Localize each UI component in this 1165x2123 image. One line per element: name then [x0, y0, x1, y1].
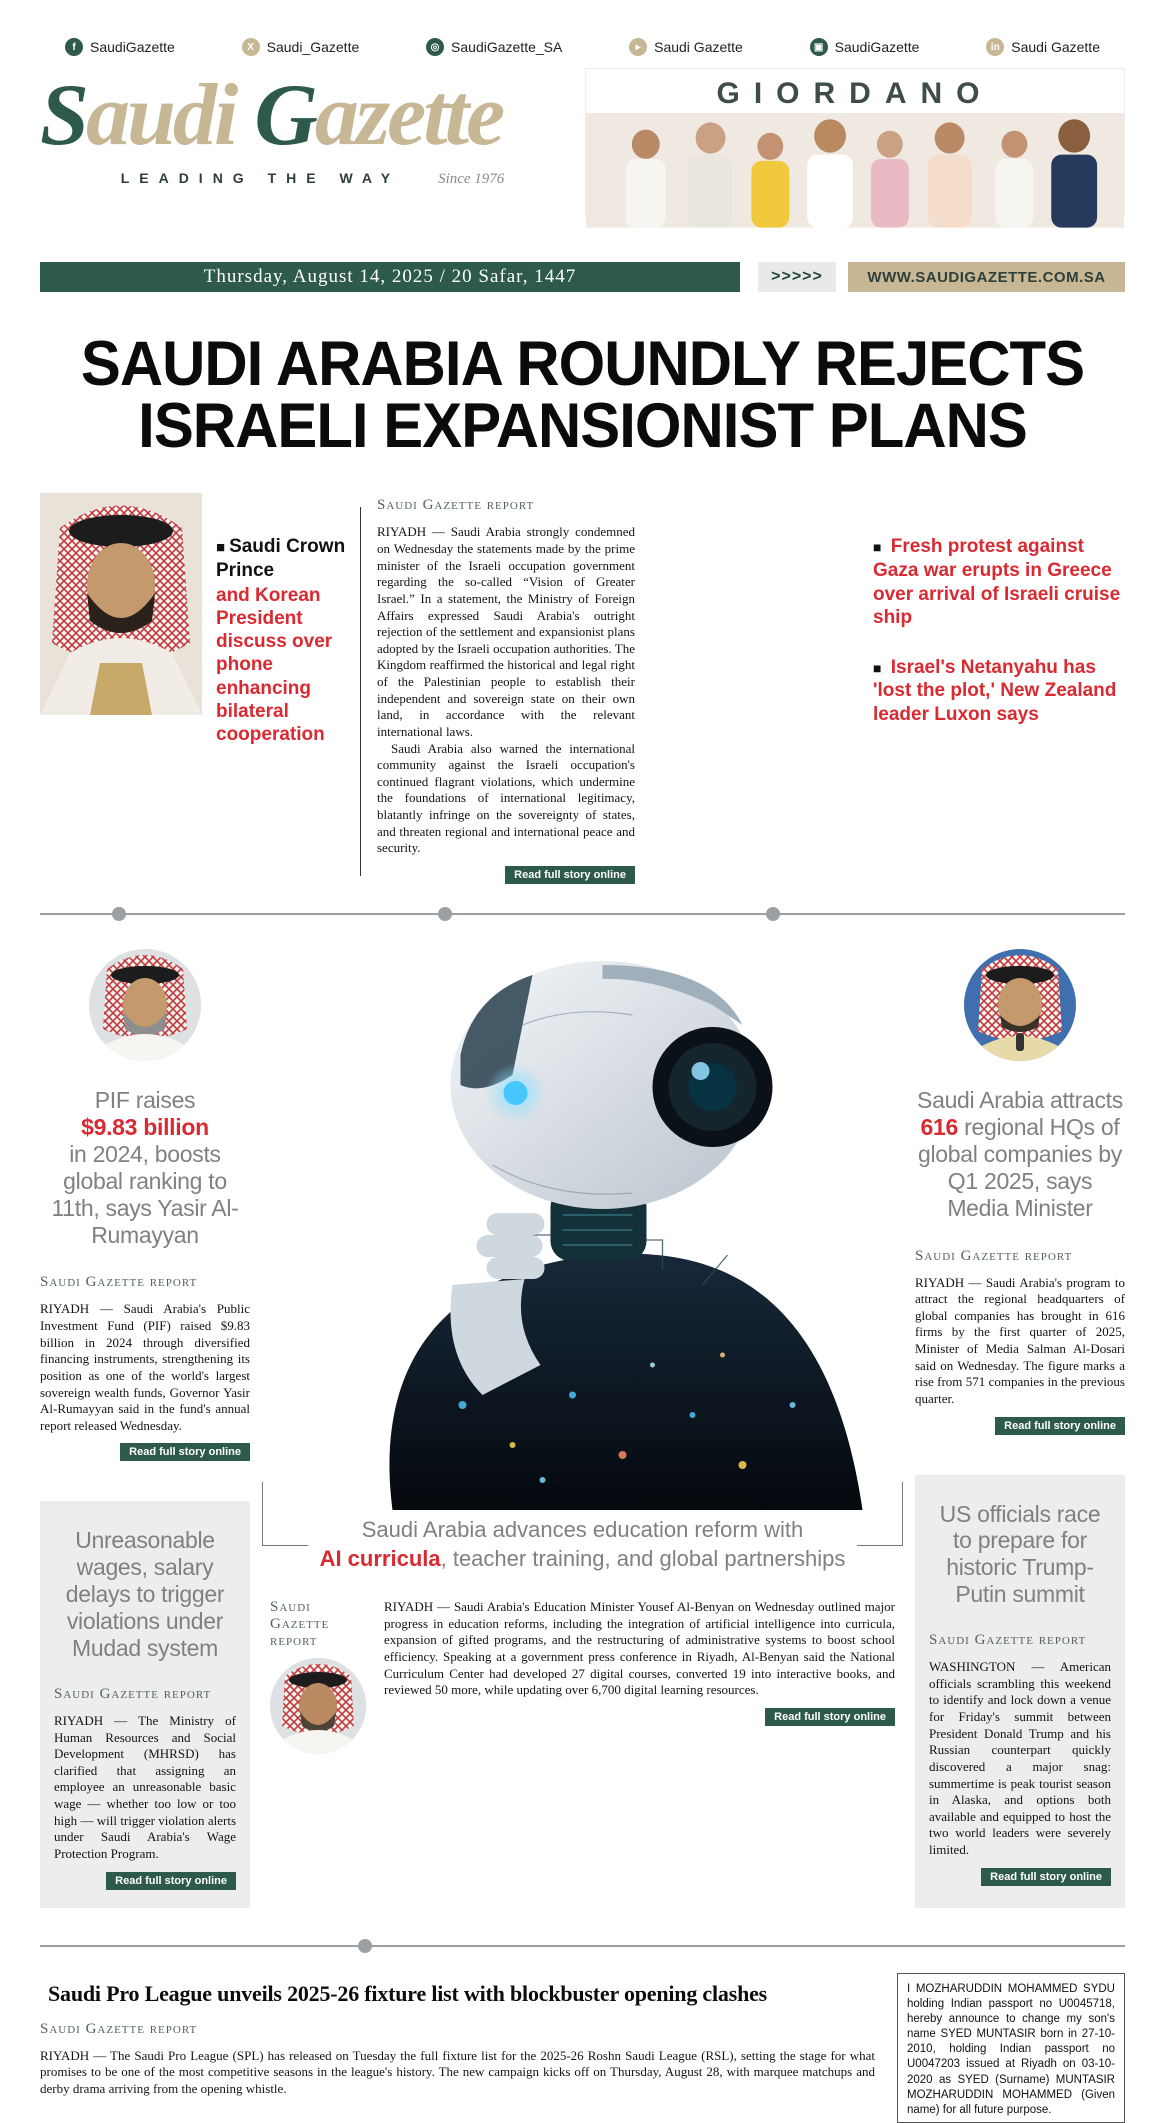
social-handle: Saudi Gazette — [654, 39, 743, 55]
section-divider — [40, 906, 1125, 921]
social-handle: SaudiGazette — [90, 39, 175, 55]
lead-story-row — [40, 493, 1125, 884]
kicker: Saudi Gazette report — [40, 2020, 198, 2037]
x-icon: X — [242, 38, 260, 56]
date-text: Thursday, August 14, 2025 / 20 Safar, 1447 — [40, 262, 740, 292]
square-bullet-icon: ■ — [873, 539, 882, 556]
social-handle: Saudi Gazette — [1011, 39, 1100, 55]
mudad-story-box — [40, 1501, 250, 1907]
sports-body: RIYADH — The Saudi Pro League (SPL) has released on Tuesday the full fixture list for the 2025-26 Roshn Saudi League (RSL), setting the stage for what promises to be one of the most competitive seasons in the league's history. The new campaign kicks off on Thursday, August 28, with marquee matchups and derby drama arriving from the opening whistle. — [40, 2047, 875, 2096]
app-icon: ▣ — [810, 38, 828, 56]
bottom-section — [40, 1969, 1125, 2123]
lead-right-headlines — [873, 493, 1125, 884]
read-full-story-button[interactable]: Read full story online — [505, 866, 635, 884]
right-headline-2 — [873, 656, 1125, 727]
social-linkedin[interactable] — [986, 38, 1100, 56]
social-handle: SaudiGazette_SA — [451, 39, 563, 55]
summit-body: WASHINGTON — American officials scrambling this weekend to identify and lock down a venue for Friday's summit between President Donald Trump and his Russian counterpart quickly discovered a major snag: summertime is peak tourist season in Alaska, and options both available and equipped to host the two world leaders were severely limited. — [929, 1659, 1111, 1857]
lead-side-headline — [202, 493, 360, 884]
divider-dot — [438, 907, 452, 921]
masthead — [40, 68, 1125, 216]
pif-headline-pre: PIF raises — [94, 1086, 196, 1113]
square-bullet-icon: ■ — [873, 659, 882, 676]
facebook-icon: f — [65, 38, 83, 56]
logo-letters: audi — [85, 67, 236, 164]
logo-letters: azette — [314, 67, 503, 164]
giordano-ad[interactable] — [585, 68, 1125, 216]
caption-red-text: AI curricula — [319, 1545, 441, 1571]
read-full-story-button[interactable]: Read full story online — [995, 1417, 1125, 1435]
kicker: Saudi Gazette report — [929, 1632, 1087, 1649]
pif-headline — [40, 1087, 250, 1248]
pif-body: RIYADH — Saudi Arabia's Public Investment Fund (PIF) raised $9.83 billion in 2024 through diversified financing instruments, strengthening its position as one of the world's largest sovereign wealth funds, Governor Yasir Al-Rumayyan said in the fund's annual report released Wednesday. — [40, 1301, 250, 1433]
caption-line-2 — [298, 1545, 867, 1574]
youtube-icon: ▸ — [629, 38, 647, 56]
social-app[interactable] — [810, 38, 920, 56]
social-youtube[interactable] — [629, 38, 743, 56]
yasir-al-rumayyan-photo — [89, 949, 201, 1061]
family-photo-illustration — [586, 113, 1124, 228]
kicker: Saudi Gazette report — [377, 497, 535, 514]
giordano-ad-photo — [586, 113, 1124, 228]
hq-headline-red: 616 — [920, 1113, 959, 1140]
logo-block — [40, 68, 585, 216]
right-headline-1 — [873, 535, 1125, 629]
classified-text: I MOZHARUDDIN MOHAMMED SYDU holding Indian passport no U0045718, hereby announce to change my son's name SYED MUNTASIR born in 27-10-2010, holding Indian passport no U0047203 issued at Riyadh on 03-10-2020 as SYED (Surname) MUNTASIR MOZHARUDDIN MOHAMMED (Given name) for all future purpose. — [907, 1982, 1115, 2116]
middle-section — [40, 935, 1125, 1908]
portrait-illustration — [270, 1658, 366, 1754]
sports-headline: Saudi Pro League unveils 2025-26 fixture list with blockbuster opening clashes — [48, 1980, 768, 2006]
education-minister-photo — [270, 1658, 366, 1754]
linkedin-icon: in — [986, 38, 1004, 56]
giordano-brand-text: GIORDANO — [716, 77, 994, 110]
pif-headline-post: in 2024, boosts global ranking to 11th, says Yasir Al-Rumayyan — [51, 1140, 239, 1248]
headline-line-1: SAUDI ARABIA ROUNDLY REJECTS — [80, 329, 1085, 399]
caption-line-1: Saudi Arabia advances education reform with — [361, 1516, 804, 1542]
pif-headline-red: $9.83 billion — [81, 1113, 209, 1140]
pif-story — [40, 1274, 250, 1461]
website-link[interactable]: WWW.SAUDIGAZETTE.COM.SA — [848, 262, 1125, 292]
sports-story — [40, 1969, 875, 2123]
hq-headline-post: regional HQs of global companies by Q1 2025, says Media Minister — [918, 1113, 1122, 1221]
social-handle: Saudi_Gazette — [266, 39, 360, 55]
side-headline-black: Saudi Crown Prince — [216, 536, 346, 581]
education-caption — [268, 1516, 897, 1573]
right-column — [915, 935, 1125, 1908]
instagram-icon: ◎ — [426, 38, 444, 56]
social-handle: SaudiGazette — [834, 39, 920, 55]
hq-headline-pre: Saudi Arabia attracts — [917, 1086, 1123, 1113]
caption-pointer-line-right — [857, 1482, 903, 1546]
divider-dot — [112, 907, 126, 921]
since-1976-label: Since 1976 — [438, 171, 505, 187]
logo-letter: G — [254, 67, 315, 164]
lead-paragraph-2: Saudi Arabia also warned the international community against the Israeli occupation's continued flagrant violations, which undermine the foundations of international legitimacy, blatantly infringe on the sovereignty of states, and threaten regional and international peace and security. — [377, 740, 635, 856]
crown-prince-illustration — [40, 493, 202, 715]
summit-headline: US officials race to prepare for historic Trump-Putin summit — [939, 1500, 1101, 1608]
caption-rest-text: , teacher training, and global partnerships — [440, 1545, 846, 1571]
lead-article — [367, 493, 635, 884]
divider-dot — [766, 907, 780, 921]
caption-pointer-line-left — [262, 1482, 308, 1546]
saudi-gazette-logo — [40, 67, 585, 164]
square-bullet-icon: ■ — [216, 539, 226, 557]
tagline: LEADING THE WAY — [120, 170, 401, 186]
social-x[interactable] — [242, 38, 360, 56]
right-headline-2-text: Israel's Netanyahu has 'lost the plot,' New Zealand leader Luxon says — [873, 656, 1117, 725]
crown-prince-photo — [40, 493, 202, 715]
summit-story-box — [915, 1475, 1125, 1908]
left-column — [40, 935, 250, 1908]
hq-headline — [915, 1087, 1125, 1222]
divider-dot — [358, 1939, 372, 1953]
hq-story — [915, 1248, 1125, 1435]
education-story — [268, 1599, 897, 1754]
read-full-story-button[interactable]: Read full story online — [106, 1872, 236, 1890]
robot-image — [268, 935, 897, 1510]
read-full-story-button[interactable]: Read full story online — [765, 1708, 895, 1726]
ai-robot-illustration — [268, 935, 897, 1510]
social-facebook[interactable] — [65, 38, 175, 56]
hq-body: RIYADH — Saudi Arabia's program to attract the regional headquarters of global companies has brought in 616 firms by the first quarter of 2025, Minister of Media Salman Al-Dosari said on Wednesday. The figure marks a rise from 571 companies in the previous quarter. — [915, 1274, 1125, 1406]
mudad-headline: Unreasonable wages, salary delays to trigger violations under Mudad system — [65, 1527, 225, 1662]
kicker: Saudi Gazette report — [915, 1247, 1073, 1264]
portrait-illustration — [964, 949, 1076, 1061]
social-instagram[interactable] — [426, 38, 562, 56]
media-minister-photo — [964, 949, 1076, 1061]
portrait-illustration — [89, 949, 201, 1061]
lead-paragraph-1: RIYADH — Saudi Arabia strongly condemned on Wednesday the statements made by the prime minister of the Israeli occupation government regarding the so-called “Vision of Greater Israel.” In a statement, the Ministry of Foreign Affairs expressed Saudi Arabia's outright rejection of the settlement and expansionist plans adopted by the Israeli occupation authorities. The Kingdom reaffirmed the historical and legal right of the Palestinian people to establish their independent and sovereign state on their own land, in accordance with the relevant international laws. — [377, 524, 635, 739]
logo-letter: S — [40, 67, 86, 164]
date-bar — [40, 262, 1125, 292]
social-bar — [40, 0, 1125, 62]
center-column — [268, 935, 897, 1908]
section-divider — [40, 1938, 1125, 1953]
mudad-body: RIYADH — The Ministry of Human Resources and Social Development (MHRSD) has clarified that assigning an employee an unreasonable basic wage — whether too low or too high — will trigger violation alerts under Saudi Arabia's Wage Protection Program. — [54, 1712, 236, 1861]
read-full-story-button[interactable]: Read full story online — [120, 1443, 250, 1461]
read-full-story-button[interactable]: Read full story online — [981, 1868, 1111, 1886]
kicker: Saudi Gazette report — [54, 1685, 212, 1702]
main-headline — [67, 329, 1098, 461]
chevrons-icon: >>>>> — [758, 262, 836, 292]
kicker: Saudi Gazette report — [40, 1274, 198, 1291]
vertical-rule — [360, 507, 361, 876]
kicker: Saudi Gazette report — [270, 1599, 330, 1650]
side-headline-red: and Korean President discuss over phone enhancing bilateral cooperation — [216, 584, 333, 745]
education-body: RIYADH — Saudi Arabia's Education Minister Yousef Al-Benyan on Wednesday outlined major progress in education reforms, including the integration of artificial intelligence into curricula, expansion of gifted programs, and the restructuring of administrative systems to boost school efficiency. Speaking at a government press conference in Riyadh, Al-Benyan said the National Curriculum Center had developed 27 digital courses, converted 19 into interactive books, and reviewed 50 more, while updating over 6,700 digital learning resources. — [384, 1599, 895, 1698]
headline-line-2: ISRAELI EXPANSIONIST PLANS — [138, 390, 1027, 461]
right-headline-1-text: Fresh protest against Gaza war erupts in Greece over arrival of Israeli cruise ship — [873, 536, 1121, 629]
